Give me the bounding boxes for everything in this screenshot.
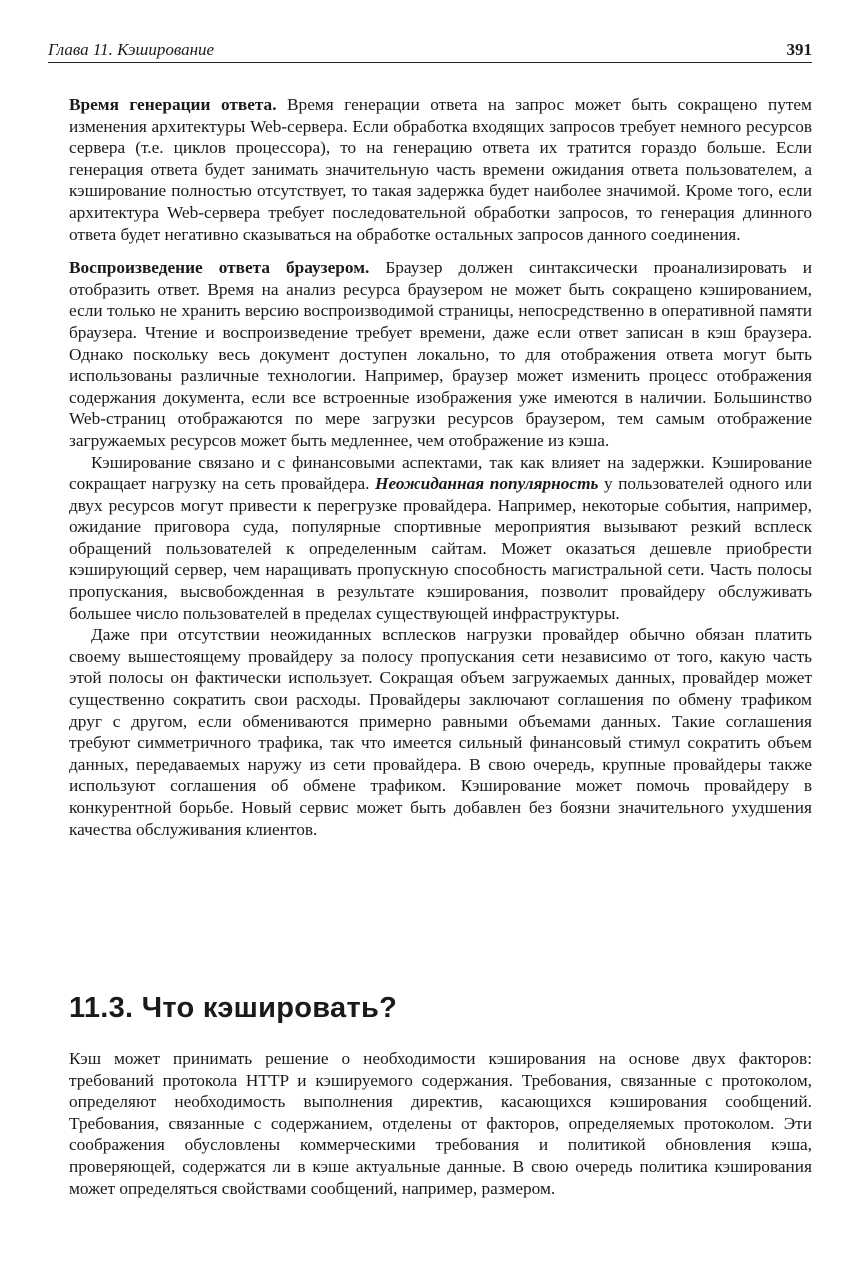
section-heading: 11.3. Что кэшировать? <box>69 992 398 1024</box>
paragraph-financial-aspects <box>69 452 812 625</box>
emphasis-term: Неожиданная популярность <box>375 474 599 494</box>
paragraph-lead: Воспроизведение ответа браузером. <box>69 258 370 278</box>
running-header <box>48 34 812 63</box>
section-body-text <box>69 1048 812 1199</box>
paragraph-response-generation <box>69 94 812 245</box>
paragraph-text: Кэширование связано и с финансовыми аспектами, так как влияет на задержки. Кэширование сокращает нагрузку на сеть провайдера. <box>69 452 812 494</box>
body-text <box>69 94 812 840</box>
page-number: 391 <box>786 40 812 59</box>
paragraph-text: у пользователей одного или двух ресурсов могут привести к перегрузке провайдера. Например, некоторые события, например, ожидание приговора суда, популярные спортивные мероприятия вызывают резкий всплеск обращений пользователей к определенным сайтам. Может оказаться дешевле приобрести кэширующий сервер, чем наращивать пропускную способность магистральной сети. Часть полосы пропускания, высвобожденная в результате кэширования, позволит провайдеру обслуживать большее число пользователей в пределах существующей инфраструктуры. <box>69 474 812 623</box>
chapter-title: Глава 11. Кэширование <box>48 40 215 59</box>
paragraph-text: Даже при отсутствии неожиданных всплесков нагрузки провайдер обычно обязан платить своему вышестоящему провайдеру за полосу пропускания сети независимо от того, какую часть этой полосы он фактически использует. Сокращая объем загружаемых данных, провайдер может существенно сократить свои расходы. Провайдеры заключают соглашения по обмену трафиком друг с другом, если обмениваются примерно равными объемами данных. Такие соглашения требуют симметричного трафика, так что имеется сильный финансовый стимул сократить объем данных, передаваемых наружу из сети провайдера. В свою очередь, крупные провайдеры также используют соглашения об обмене трафиком. Кэширование может помочь провайдеру в конкурентной борьбе. Новый сервис может быть добавлен без боязни значительного ухудшения качества обслуживания клиентов. <box>69 625 812 839</box>
paragraph-browser-rendering <box>69 257 812 451</box>
paragraph-text: Браузер должен синтаксически проанализировать и отобразить ответ. Время на анализ ресурса браузером не может быть сокращено кэшированием, если только не хранить версию воспроизводимой страницы, непосредственно в оперативной памяти браузера. Чтение и воспроизведение требует времени, даже если ответ записан в кэш браузера. Однако поскольку весь документ доступен локально, то для отображения ответа могут быть использованы различные технологии. Например, браузер может изменить процесс отображения содержания документа, если все встроенные изображения уже имеются в наличии. Большинство Web-страниц отображаются по мере загрузки ресурсов браузером, тем самым отображение загружаемых ресурсов может быть медленнее, чем отображение из кэша. <box>69 258 812 450</box>
paragraph-text: Время генерации ответа на запрос может быть сокращено путем изменения архитектуры Web-сервера. Если обработка входящих запросов требует немного ресурсов сервера (т.е. циклов процессора), то на генерацию ответа их тратится гораздо больше. Если генерация ответа будет занимать значительную часть времени ожидания ответа пользователем, а кэширование полностью отсутствует, то такая задержка будет наиболее значимой. Кроме того, если архитектура Web-сервера требует последовательной обработки запросов, то генерация длинного ответа будет негативно сказываться на обработке остальных запросов данного соединения. <box>69 95 812 244</box>
paragraph-provider-costs <box>69 624 812 840</box>
paragraph-lead: Время генерации ответа. <box>69 95 277 114</box>
paragraph-what-to-cache: Кэш может принимать решение о необходимости кэширования на основе двух факторов: требований протокола HTTP и кэшируемого содержания. Требования, связанные с протоколом, определяют необходимость выполнения директив, касающихся кэширования сообщений. Требования, связанные с содержанием, отделены от факторов, определяемых протоколом. Эти соображения обусловлены коммерческими требования и политикой обновления кэша, проверяющей, содержатся ли в кэше актуальные данные. В свою очередь политика кэширования может определяться свойствами сообщений, например, размером. <box>69 1049 812 1198</box>
